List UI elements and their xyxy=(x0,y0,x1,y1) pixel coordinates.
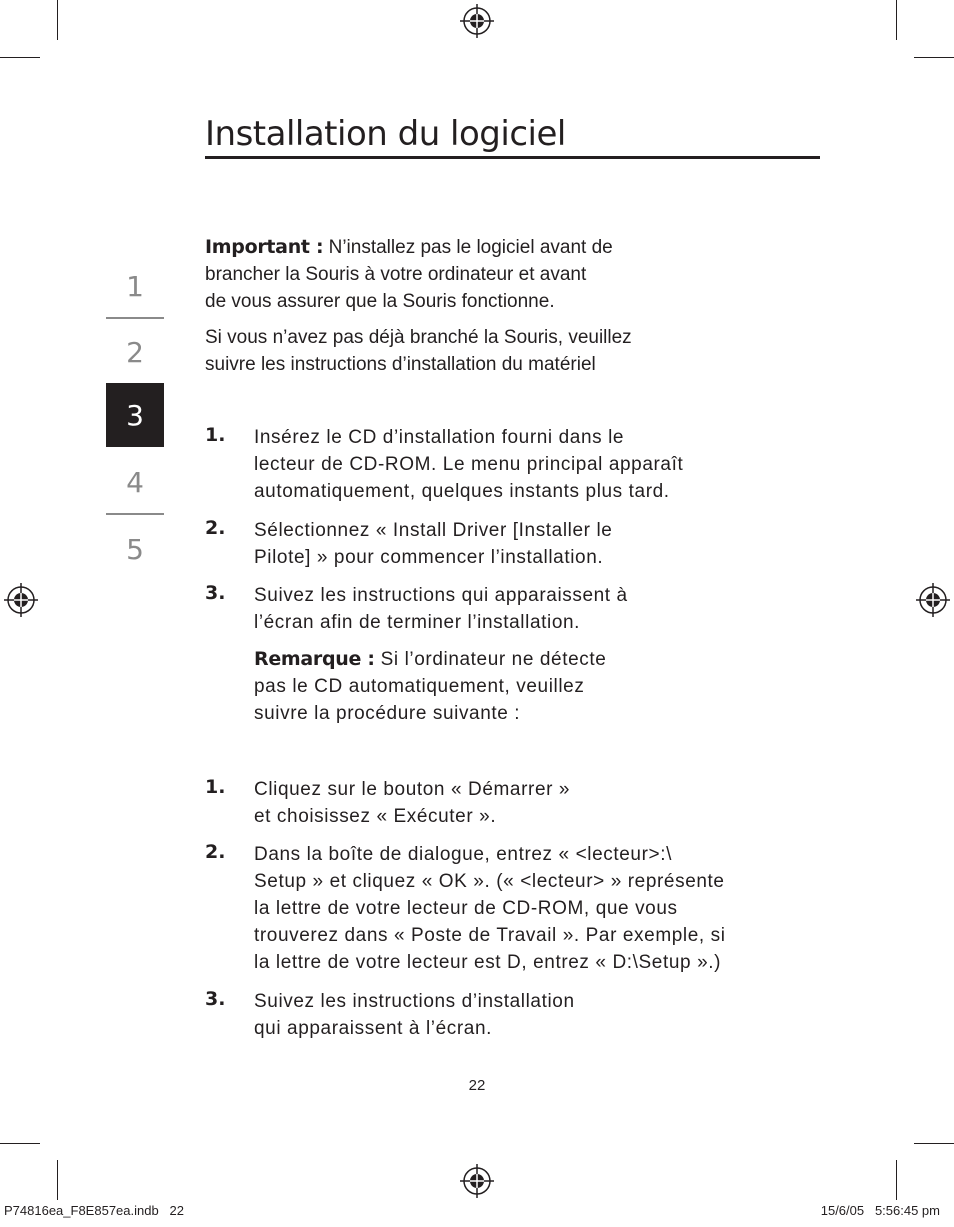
step-line: qui apparaissent à l’écran. xyxy=(254,1018,493,1039)
crop-mark xyxy=(57,0,58,40)
step-number: 3. xyxy=(205,582,226,604)
note-line: suivre les instructions d’installation du matériel xyxy=(205,354,596,375)
important-text: N’installez pas le logiciel avant de xyxy=(328,237,613,258)
step-number: 2. xyxy=(205,841,226,863)
chapter-tab-1[interactable]: 1 xyxy=(106,255,164,319)
step-line: la lettre de votre lecteur de CD-ROM, que vous xyxy=(254,898,678,919)
step-line: Insérez le CD d’installation fourni dans le xyxy=(254,427,625,448)
crop-mark xyxy=(896,1160,897,1200)
step-number: 1. xyxy=(205,424,226,446)
step-line: automatiquement, quelques instants plus tard. xyxy=(254,481,670,502)
remarque-line xyxy=(254,646,834,673)
step-text xyxy=(254,776,834,830)
crop-mark xyxy=(914,1143,954,1144)
step-number: 3. xyxy=(205,988,226,1010)
crop-mark xyxy=(0,57,40,58)
remarque-label: Remarque : xyxy=(254,648,375,670)
page-number: 22 xyxy=(468,1077,486,1094)
note-line: Si vous n’avez pas déjà branché la Souris, veuillez xyxy=(205,327,632,348)
page-title: Installation du logiciel xyxy=(205,112,820,159)
important-label: Important : xyxy=(205,236,324,258)
important-line: brancher la Souris à votre ordinateur et avant xyxy=(205,264,587,285)
chapter-tab-5[interactable]: 5 xyxy=(126,532,144,566)
print-slug-file: P74816ea_F8E857ea.indb 22 xyxy=(4,1203,184,1218)
step-line: la lettre de votre lecteur est D, entrez « D:\Setup ».) xyxy=(254,952,722,973)
step-line: Suivez les instructions qui apparaissent à xyxy=(254,585,628,606)
remarque-line: suivre la procédure suivante : xyxy=(254,703,521,724)
registration-mark-icon xyxy=(460,4,494,38)
step-line: l’écran afin de terminer l’installation. xyxy=(254,612,581,633)
crop-mark xyxy=(0,1143,40,1144)
step-text xyxy=(254,988,834,1042)
step-line: Suivez les instructions d’installation xyxy=(254,991,575,1012)
remarque-line: pas le CD automatiquement, veuillez xyxy=(254,676,585,697)
chapter-tab-3[interactable]: 3 xyxy=(106,383,164,447)
crop-mark xyxy=(914,57,954,58)
step-line: Cliquez sur le bouton « Démarrer » xyxy=(254,779,571,800)
step-text xyxy=(254,517,834,571)
important-line xyxy=(205,234,805,261)
step-line: lecteur de CD-ROM. Le menu principal apparaît xyxy=(254,454,684,475)
remarque-text: Si l’ordinateur ne détecte xyxy=(380,649,607,670)
step-line: Pilote] » pour commencer l’installation. xyxy=(254,547,604,568)
chapter-tab-4[interactable]: 4 xyxy=(106,451,164,515)
remarque-note xyxy=(254,646,834,727)
chapter-tab-2[interactable]: 2 xyxy=(126,335,144,369)
step-text xyxy=(254,424,834,505)
important-note xyxy=(205,234,805,315)
step-text xyxy=(254,582,834,636)
step-number: 1. xyxy=(205,776,226,798)
step-number: 2. xyxy=(205,517,226,539)
print-slug-timestamp: 15/6/05 5:56:45 pm xyxy=(820,1203,940,1218)
crop-mark xyxy=(896,0,897,40)
step-line: Sélectionnez « Install Driver [Installer le xyxy=(254,520,613,541)
step-line: trouverez dans « Poste de Travail ». Par exemple, si xyxy=(254,925,726,946)
step-text xyxy=(254,841,834,976)
step-line: Setup » et cliquez « OK ». (« <lecteur> » représente xyxy=(254,871,725,892)
crop-mark xyxy=(57,1160,58,1200)
step-line: Dans la boîte de dialogue, entrez « <lecteur>:\ xyxy=(254,844,672,865)
important-line: de vous assurer que la Souris fonctionne. xyxy=(205,291,555,312)
step-line: et choisissez « Exécuter ». xyxy=(254,806,497,827)
hardware-note xyxy=(205,324,805,378)
registration-mark-icon xyxy=(916,583,950,617)
registration-mark-icon xyxy=(460,1164,494,1198)
registration-mark-icon xyxy=(4,583,38,617)
